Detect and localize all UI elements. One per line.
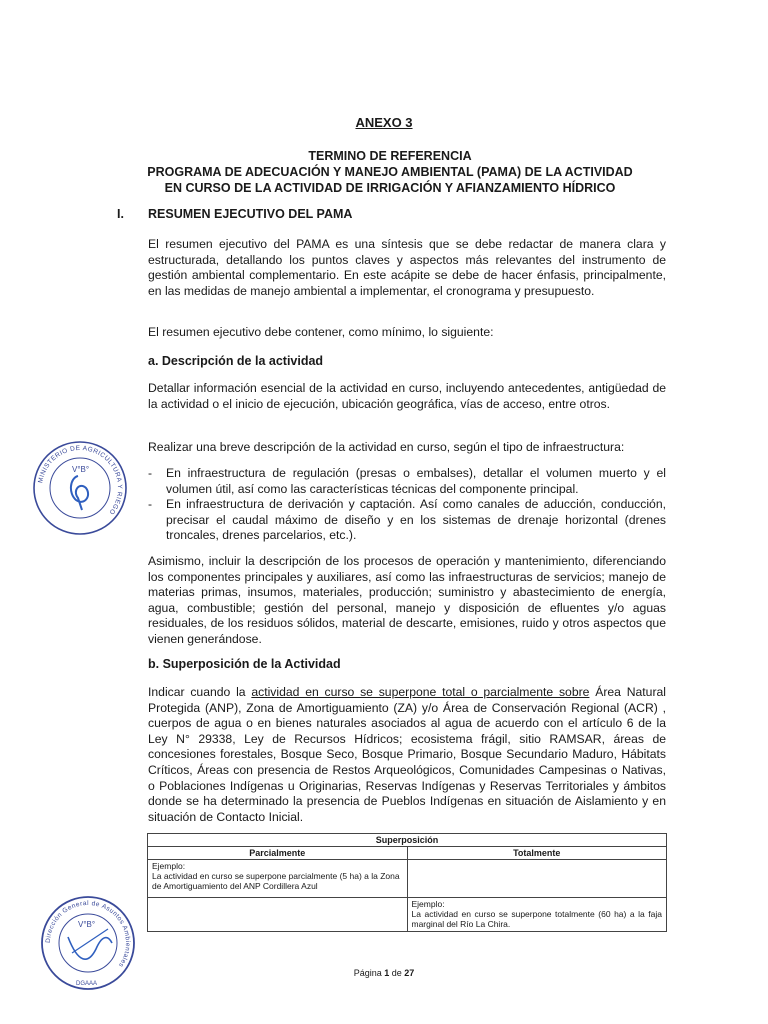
cell-empty [148,898,408,932]
paragraph-text: El resumen ejecutivo del PAMA es una síntesis que se debe redactar de manera clara y estructurada, detallando los puntos claves y aspectos más relevantes del instrumento de gestión ambiental complementario. En este acápite se debe de hacer énfasis, principalmente, en las medidas de manejo ambiental a implementar, el cronograma y presupuesto. [148,237,666,298]
page-number: 1 [384,968,390,978]
paragraph-processes [148,554,666,648]
footer-text: Página [353,968,385,978]
paragraph-overlap [148,685,666,825]
paragraph-minimum [148,325,666,341]
overlap-table [147,833,667,932]
paragraph-text [148,685,666,825]
annex-title: ANEXO 3 [355,115,413,130]
section-number: I. [117,207,124,221]
page-total: 27 [404,968,415,978]
title-line-1: TERMINO DE REFERENCIA [308,149,472,163]
paragraph-intro [148,237,666,299]
paragraph-text: Detallar información esencial de la actividad en curso, incluyendo antecedentes, antigüedad de la actividad o el inicio de ejecución, ubicación geográfica, vías de acceso, entre otros. [148,381,666,411]
paragraph-text: El resumen ejecutivo debe contener, como mínimo, lo siguiente: [148,325,494,339]
underlined-text: actividad en curso se superpone total o parcialmente sobre [251,685,590,699]
page-footer [0,968,768,978]
bullet-item: - En infraestructura de derivación y captación. Así como canales de aducción, conducción, precisar el caudal máximo de diseño y en los sistemas de drenaje horizontal (drenes troncales, drenes parcelarios, etc.). [148,497,666,544]
title-line-2: PROGRAMA DE ADECUACIÓN Y MANEJO AMBIENTAL (PAMA) DE LA ACTIVIDAD [147,165,633,179]
paragraph-text: Realizar una breve descripción de la actividad en curso, según el tipo de infraestructura: [148,440,625,454]
stamp-ring-text: Dirección General de Asuntos Ambientales [44,899,132,969]
bullet-list [148,466,666,544]
text-segment: Área Natural Protegida (ANP), Zona de Amortiguamiento (ZA) y/o Área de Conservación Regional (ACR) , cuerpos de agua o en bienes naturales asociados al agua de acuerdo con el artículo 6 de la Ley N° 29338, Ley de Recursos Hídricos; ecosistema frágil, sitio RAMSAR, áreas de concesiones forestales, Bosque Seco, Bosque Primario, Bosque Secundario Maduro, Hábitats Críticos, Áreas con presencia de Restos Arqueológicos, Comunidades Campesinas o Nativas, o Poblaciones Indígenas u Originarias, Reservas Indígenas y Reservas Territoriales y ámbitos donde se ha determinado la presencia de Pueblos Indígenas en situación de Aislamiento y en situación de Contacto Inicial. [148,685,666,824]
subsection-a-heading: a. Descripción de la actividad [148,354,324,368]
document-titles [100,148,680,196]
table-header: Superposición [148,834,667,847]
section-title: RESUMEN EJECUTIVO DEL PAMA [148,207,353,221]
bullet-item: - En infraestructura de regulación (presas o embalses), detallar el volumen muerto y el volumen útil, así como las características técnicas del componente principal. [148,466,666,497]
cell-total-example: Ejemplo: La actividad en curso se superpone totalmente (60 ha) a la faja marginal del Río La Chira. [407,898,667,932]
section-heading [117,207,352,221]
paragraph-text: Asimismo, incluir la descripción de los procesos de operación y mantenimiento, diferenciando los componentes principales y auxiliares, así como las infraestructuras de servicios; manejo de materias primas, insumos, materiales, producción; suministro y abastecimiento de energía, agua, combustible; gestión del personal, manejo y disposición de efluentes y/o aguas residuales, de los residuos sólidos, material de descarte, emisiones, ruido y otros aspectos que vienen generándose. [148,554,666,646]
signature-stroke [72,929,108,953]
cell-empty [407,860,667,898]
column-header-partial: Parcialmente [148,847,408,860]
approval-stamp-environment [38,893,138,993]
subsection-b-heading: b. Superposición de la Actividad [148,657,341,671]
text-segment: Indicar cuando la [148,685,252,699]
approval-stamp-legal [30,438,130,538]
footer-text: de [389,968,405,978]
stamp-bottom-text: DGAAA [76,981,98,987]
signature-mark [71,476,88,510]
column-header-total: Totalmente [407,847,667,860]
paragraph-infrastructure [148,440,666,456]
cell-partial-example: Ejemplo: La actividad en curso se superpone parcialmente (5 ha) a la Zona de Amortiguamiento del ANP Cordillera Azul [148,860,408,898]
stamp-ring-text: MINISTERIO DE AGRICULTURA Y RIEGO [37,444,124,516]
stamp-vb-text: V°B° [78,920,96,929]
paragraph-description [148,381,666,412]
stamp-vb-text: V°B° [72,465,90,474]
title-line-3: EN CURSO DE LA ACTIVIDAD DE IRRIGACIÓN Y AFIANZAMIENTO HÍDRICO [164,181,616,195]
